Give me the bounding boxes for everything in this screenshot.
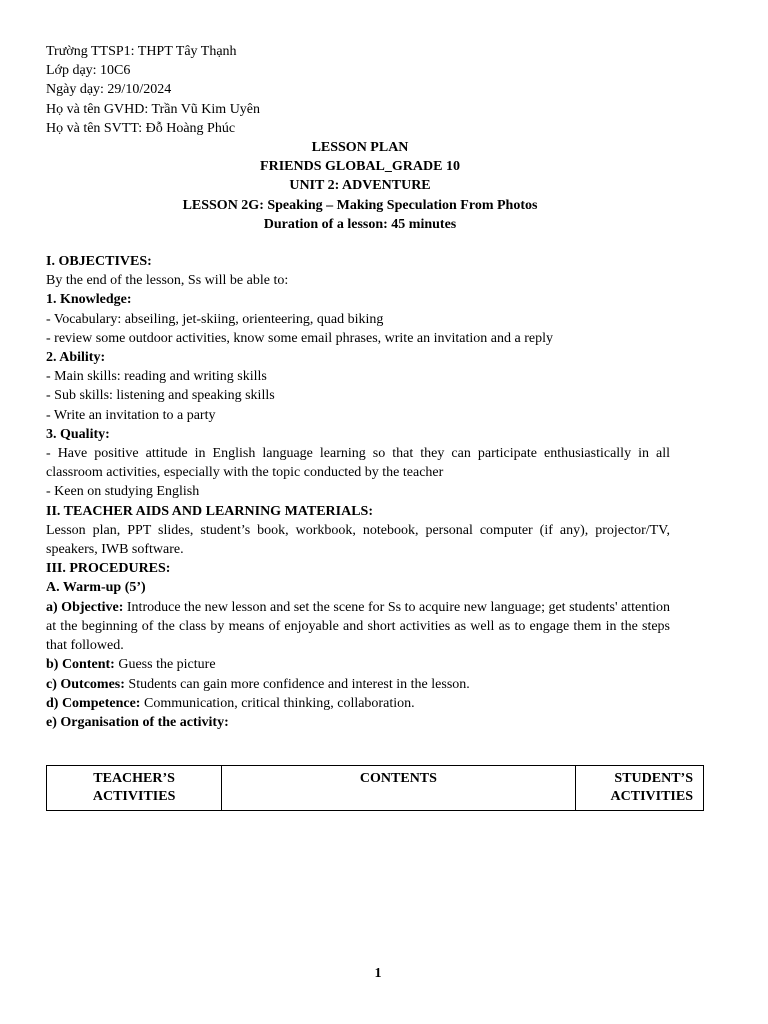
competence-label: d) Competence: xyxy=(46,695,141,711)
teacher-activities-header xyxy=(47,766,222,811)
student-activities-header xyxy=(575,766,703,811)
outcomes-paragraph xyxy=(46,675,670,694)
title-course: FRIENDS GLOBAL_GRADE 10 xyxy=(260,159,460,175)
page-number: 1 xyxy=(374,966,382,981)
ability-item: - Main skills: reading and writing skills xyxy=(46,369,267,385)
aids-section xyxy=(46,502,670,560)
activities-table xyxy=(46,765,704,811)
objectives-section xyxy=(46,252,670,502)
objectives-intro: By the end of the lesson, Ss will be able to: xyxy=(46,273,289,289)
objectives-heading: I. OBJECTIVES: xyxy=(46,254,152,270)
outcomes-label: c) Outcomes: xyxy=(46,676,125,692)
mentor-line: Họ và tên GVHD: Trần Vũ Kim Uyên xyxy=(46,101,261,117)
quality-item: - Have positive attitude in English language learning so that they can participate enthusiastically in all classroom activities, especially with the topic conducted by the teacher xyxy=(46,446,670,481)
title-unit: UNIT 2: ADVENTURE xyxy=(289,178,431,194)
title-block xyxy=(46,138,674,234)
contents-header xyxy=(222,766,575,811)
competence-text: Communication, critical thinking, collaboration. xyxy=(140,695,415,711)
quality-heading: 3. Quality: xyxy=(46,426,110,442)
school-line: Trường TTSP1: THPT Tây Thạnh xyxy=(46,44,237,59)
ability-heading: 2. Ability: xyxy=(46,350,106,366)
date-line: Ngày dạy: 29/10/2024 xyxy=(46,82,172,98)
header-block xyxy=(46,42,670,138)
header-text: CONTENTS xyxy=(359,771,437,786)
knowledge-item: - review some outdoor activities, know some email phrases, write an invitation and a reply xyxy=(46,330,553,346)
objective-paragraph xyxy=(46,598,670,656)
header-text: TEACHER’S xyxy=(93,771,175,786)
organisation-label: e) Organisation of the activity: xyxy=(46,714,229,730)
table-header-row xyxy=(47,766,704,811)
procedures-section xyxy=(46,559,670,732)
procedures-heading: III. PROCEDURES: xyxy=(46,561,171,577)
objective-text: Introduce the new lesson and set the scene for Ss to acquire new language; get students' attention at the beginning of the class by means of enjoyable and short activities as well as to engage them in the steps that followed. xyxy=(46,599,670,654)
content-paragraph xyxy=(46,655,670,674)
aids-text: Lesson plan, PPT slides, student’s book, workbook, notebook, personal computer (if any), projector/TV, speakers, IWB software. xyxy=(46,522,670,558)
knowledge-item: - Vocabulary: abseiling, jet-skiing, orienteering, quad biking xyxy=(46,311,384,327)
title-lesson-plan: LESSON PLAN xyxy=(311,140,409,156)
header-text: ACTIVITIES xyxy=(610,789,693,804)
outcomes-text: Students can gain more confidence and interest in the lesson. xyxy=(124,676,470,692)
objective-label: a) Objective: xyxy=(46,599,124,615)
student-teacher-line: Họ và tên SVTT: Đỗ Hoàng Phúc xyxy=(46,120,236,136)
quality-item: - Keen on studying English xyxy=(46,484,200,500)
aids-heading: II. TEACHER AIDS AND LEARNING MATERIALS: xyxy=(46,503,373,519)
warmup-heading: A. Warm-up (5’) xyxy=(46,580,146,596)
class-line: Lớp dạy: 10C6 xyxy=(46,63,131,79)
header-text: STUDENT’S xyxy=(614,771,693,786)
header-text: ACTIVITIES xyxy=(92,789,176,804)
title-lesson: LESSON 2G: Speaking – Making Speculation From Photos xyxy=(182,197,538,213)
title-duration: Duration of a lesson: 45 minutes xyxy=(263,216,457,232)
content-label: b) Content: xyxy=(46,657,115,673)
competence-paragraph xyxy=(46,694,670,713)
content-text: Guess the picture xyxy=(114,657,216,673)
document-page xyxy=(46,42,670,732)
knowledge-heading: 1. Knowledge: xyxy=(46,292,132,308)
ability-item: - Sub skills: listening and speaking skills xyxy=(46,388,275,404)
ability-item: - Write an invitation to a party xyxy=(46,407,216,423)
